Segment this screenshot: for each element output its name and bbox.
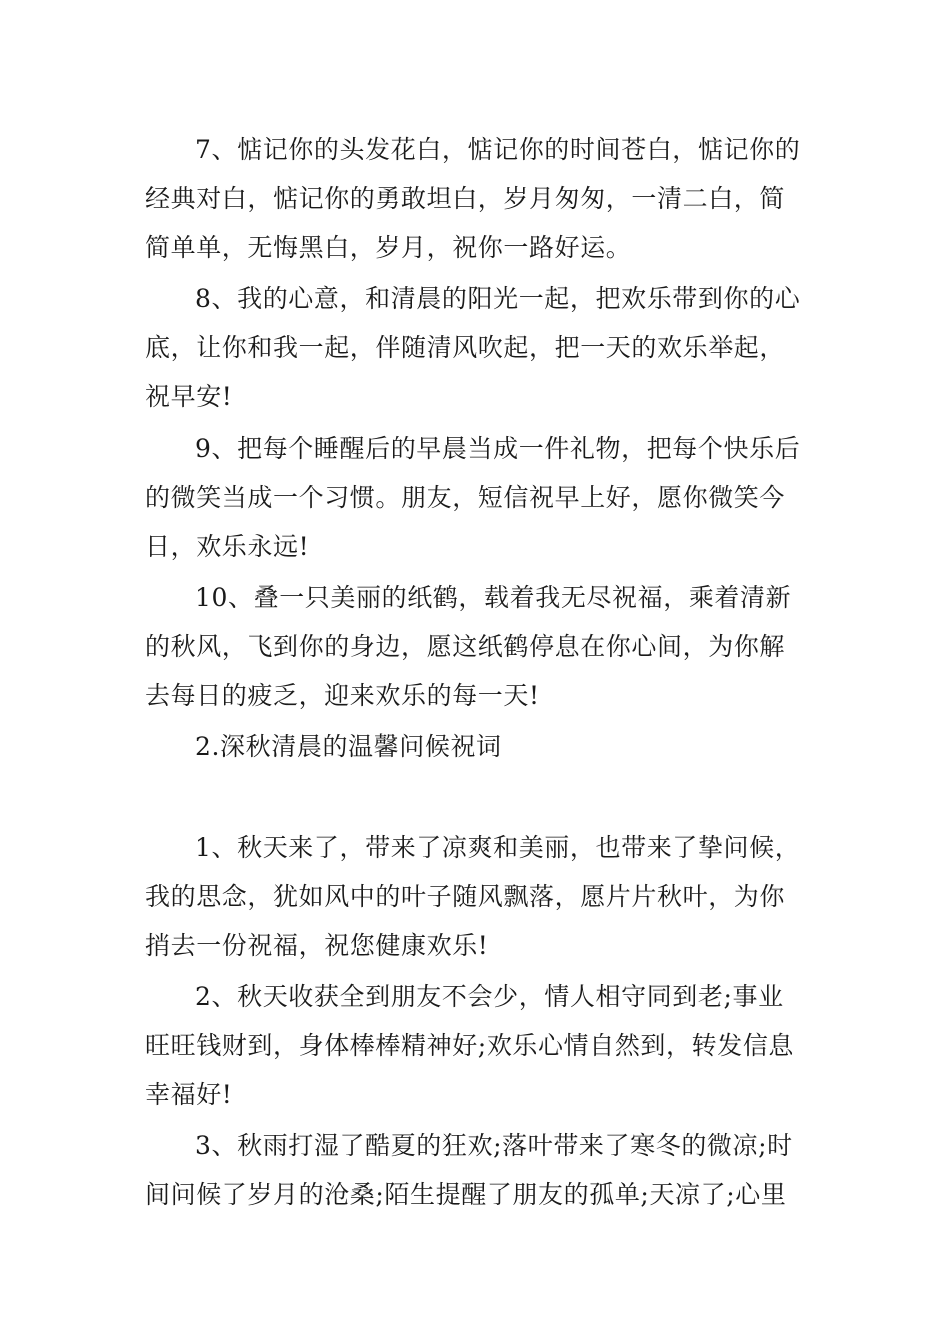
- section-paragraph-2-line-1: 2、秋天收获全到朋友不会少，情人相守同到老;事业: [195, 982, 784, 1011]
- paragraph-10-line-1: 10、叠一只美丽的纸鹤，载着我无尽祝福，乘着清新: [195, 583, 792, 612]
- section-paragraph-1-line-1: 1、秋天来了，带来了凉爽和美丽，也带来了挚问候，: [195, 833, 801, 862]
- paragraph-8-line-2: 底，让你和我一起，伴随清风吹起，把一天的欢乐举起，: [145, 333, 786, 362]
- paragraph-7-line-2: 经典对白，惦记你的勇敢坦白，岁月匆匆，一清二白，简: [145, 184, 786, 213]
- section-heading: 2.深秋清晨的温馨问候祝词: [195, 732, 502, 761]
- paragraph-10-line-2: 的秋风，飞到你的身边，愿这纸鹤停息在你心间，为你解: [145, 632, 786, 661]
- paragraph-9-line-1: 9、把每个睡醒后的早晨当成一件礼物，把每个快乐后: [195, 434, 801, 463]
- section-paragraph-2-line-3: 幸福好!: [145, 1080, 233, 1109]
- paragraph-7-line-1: 7、惦记你的头发花白，惦记你的时间苍白，惦记你的: [195, 135, 801, 164]
- paragraph-9-line-3: 日，欢乐永远!: [145, 532, 310, 561]
- section-paragraph-1-line-2: 我的思念，犹如风中的叶子随风飘落，愿片片秋叶，为你: [145, 882, 786, 911]
- paragraph-10-line-3: 去每日的疲乏，迎来欢乐的每一天!: [145, 681, 540, 710]
- paragraph-8-line-3: 祝早安!: [145, 382, 233, 411]
- section-paragraph-3-line-1: 3、秋雨打湿了酷夏的狂欢;落叶带来了寒冬的微凉;时: [195, 1131, 793, 1160]
- section-paragraph-1-line-3: 捎去一份祝福，祝您健康欢乐!: [145, 931, 489, 960]
- paragraph-7-line-3: 简单单，无悔黑白，岁月，祝你一路好运。: [145, 233, 632, 262]
- section-paragraph-3-line-2: 间问候了岁月的沧桑;陌生提醒了朋友的孤单;天凉了;心里: [145, 1180, 787, 1209]
- paragraph-9-line-2: 的微笑当成一个习惯。朋友，短信祝早上好，愿你微笑今: [145, 483, 786, 512]
- paragraph-8-line-1: 8、我的心意，和清晨的阳光一起，把欢乐带到你的心: [195, 284, 801, 313]
- section-paragraph-2-line-2: 旺旺钱财到，身体棒棒精神好;欢乐心情自然到，转发信息: [145, 1031, 795, 1060]
